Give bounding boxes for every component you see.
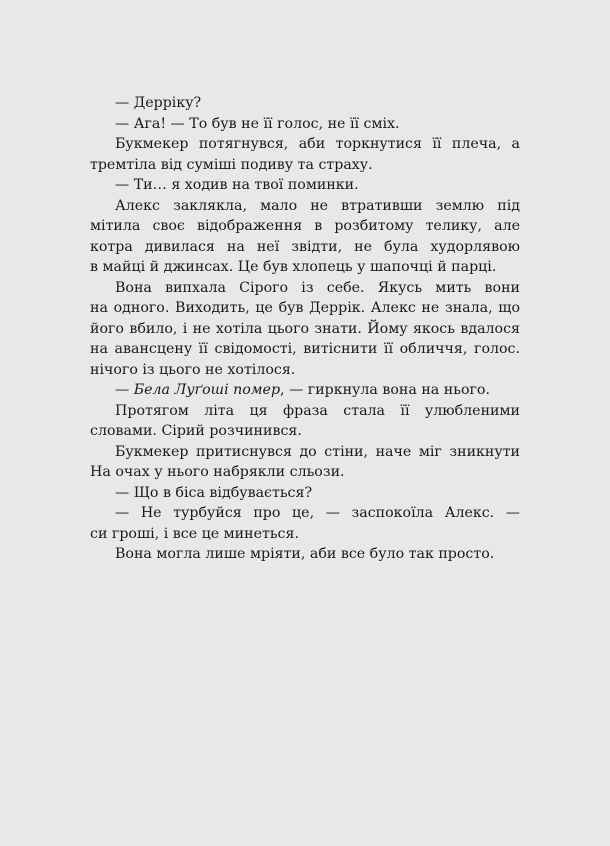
text-line: на одного. Виходить, це був Деррік. Алекс не знала, що	[90, 300, 520, 316]
text-line: Букмекер притиснувся до стіни, наче міг зникнути	[115, 443, 520, 460]
text-line: — Не турбуйся про це, — заспокоїла Алекс. —	[115, 505, 520, 521]
text-line: — Дерріку?	[115, 95, 202, 111]
italic-quote: — Бела Луґоші помер	[115, 382, 281, 398]
text-line-rest: , — гиркнула вона на нього.	[280, 382, 490, 398]
text-line: си гроші, і все це минеться.	[90, 525, 299, 542]
text-line: тремтіла від суміші подиву та страху.	[90, 156, 373, 173]
text-line	[90, 380, 520, 401]
text-line: — Що в біса відбувається?	[115, 484, 313, 501]
text-line: на авансцену її свідомості, витіснити її обличчя, голос.	[90, 341, 520, 357]
text-line: його вбило, і не хотіла цього знати. Йому якось вдалося	[90, 320, 520, 337]
text-line: Вона випхала Сірого із себе. Якусь мить вони	[115, 279, 520, 296]
text-line: На очах у нього набрякли сльози.	[90, 464, 345, 480]
text-line: Алекс заклякла, мало не втративши землю під	[115, 197, 520, 214]
text-line: словами. Сірий розчинився.	[90, 423, 302, 439]
text-line: Протягом літа ця фраза стала її улюбленими	[115, 402, 520, 419]
body-text	[90, 93, 520, 565]
text-line: Вона могла лише мріяти, аби все було так просто.	[115, 546, 495, 562]
text-line: Букмекер потягнувся, аби торкнутися її плеча, а	[115, 136, 520, 152]
text-line: — Ага! — То був не її голос, не її сміх.	[115, 115, 400, 132]
text-line: мітила своє відображення в розбитому телику, але	[90, 218, 520, 234]
text-line: нічого із цього не хотілося.	[90, 361, 296, 378]
text-line: котра дивилася на неї звідти, не була худорлявою	[90, 238, 520, 255]
text-line: — Ти… я ходив на твої поминки.	[115, 177, 359, 193]
text-line: в майці й джинсах. Це був хлопець у шапочці й парці.	[90, 259, 497, 275]
